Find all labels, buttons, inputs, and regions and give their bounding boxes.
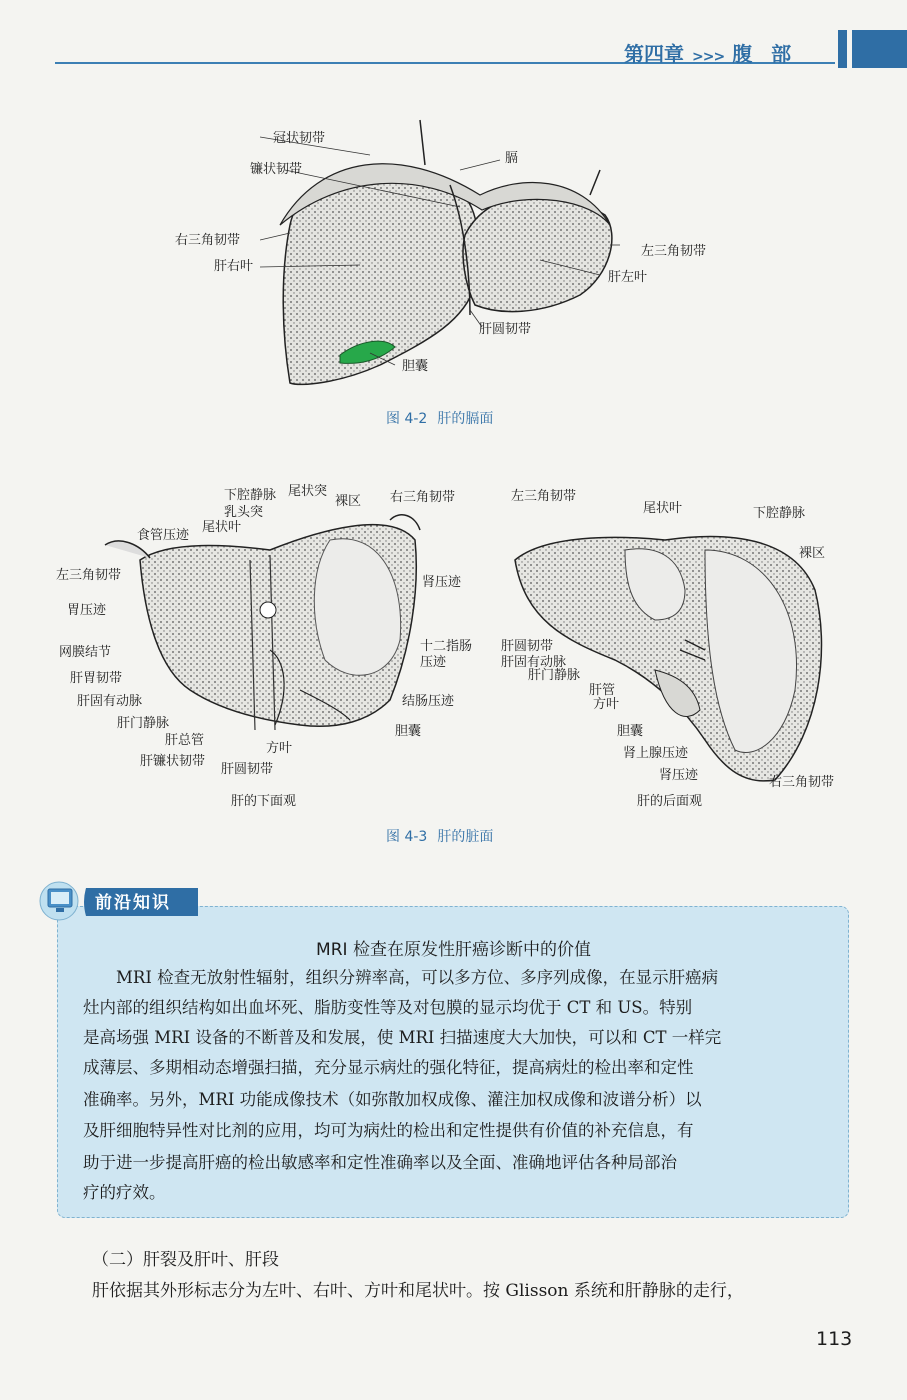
- knowledge-line: 灶内部的组织结构如出血坏死、脂肪变性等及对包膜的显示均优于 CT 和 US。特别: [83, 998, 693, 1017]
- figure-4-3-caption: [386, 826, 493, 846]
- page-number: 113: [816, 1328, 853, 1350]
- knowledge-line: 是高场强 MRI 设备的不断普及和发展，使 MRI 扫描速度大大加快，可以和 CT 一样完: [83, 1028, 722, 1047]
- label-proper-hepatic-artery: 肝固有动脉: [77, 694, 143, 709]
- label-bare-area: 裸区: [799, 546, 826, 561]
- knowledge-line: 及肝细胞特异性对比剂的应用，均可为病灶的检出和定性提供有价值的补充信息，有: [83, 1121, 694, 1140]
- label-papillary-process: 乳头突: [224, 505, 264, 520]
- label-hepatic-duct: 肝管: [589, 683, 616, 698]
- knowledge-line: 准确率。另外，MRI 功能成像技术（如弥散加权成像、灌注加权成像和波谱分析）以: [83, 1090, 702, 1109]
- label-round-ligament: 肝圆韧带: [479, 322, 532, 337]
- header-bar-decoration: [852, 30, 907, 68]
- label-ivc: 下腔静脉: [753, 506, 806, 521]
- label-duodenal-impression-2: 压迹: [420, 655, 447, 670]
- label-right-triangular-ligament: 右三角韧带: [390, 490, 456, 505]
- figure-title: 肝的脏面: [437, 829, 494, 845]
- label-gallbladder: 胆囊: [617, 724, 644, 739]
- label-round-ligament: 肝圆韧带: [221, 762, 274, 777]
- figure-4-2-caption: [386, 408, 493, 428]
- figure-title: 肝的膈面: [437, 411, 494, 427]
- label-right-lobe: 肝右叶: [214, 259, 254, 274]
- section-name: 腹 部: [732, 42, 798, 66]
- chapter-number: 第四章: [624, 42, 684, 66]
- label-right-triangular-ligament: 右三角韧带: [175, 233, 241, 248]
- frontier-knowledge-label: 前沿知识: [95, 893, 171, 913]
- label-renal-impression: 肾压迹: [422, 575, 462, 590]
- label-renal-impression: 肾压迹: [659, 768, 699, 783]
- label-adrenal-impression: 肾上腺压迹: [623, 746, 689, 761]
- figure-number: 图 4-2: [386, 411, 428, 427]
- body-paragraph-line: 肝依据其外形标志分为左叶、右叶、方叶和尾状叶。按 Glisson 系统和肝静脉的走行，: [92, 1281, 744, 1301]
- header-bar-decoration: [838, 30, 847, 68]
- label-caudate-process: 尾状突: [288, 484, 328, 499]
- label-diaphragm: 膈: [505, 151, 519, 166]
- label-quadrate-lobe: 方叶: [593, 697, 620, 712]
- figure-4-2-illustration: [260, 115, 630, 395]
- posterior-view-caption: 肝的后面观: [637, 794, 703, 809]
- label-bare-area: 裸区: [335, 494, 362, 509]
- label-gallbladder: 胆囊: [402, 359, 429, 374]
- label-round-ligament: 肝圆韧带: [501, 639, 554, 654]
- label-colic-impression: 结肠压迹: [402, 694, 455, 709]
- label-left-triangular-ligament: 左三角韧带: [641, 244, 707, 259]
- knowledge-line: MRI 检查无放射性辐射，组织分辨率高，可以多方位、多序列成像，在显示肝癌病: [83, 968, 719, 987]
- label-left-triangular-ligament: 左三角韧带: [56, 568, 122, 583]
- knowledge-title: MRI 检查在原发性肝癌诊断中的价值: [316, 940, 591, 960]
- label-right-triangular-ligament: 右三角韧带: [769, 775, 835, 790]
- label-quadrate-lobe: 方叶: [266, 741, 293, 756]
- label-portal-vein: 肝门静脉: [528, 668, 581, 683]
- label-proper-hepatic-artery: 肝固有动脉: [501, 655, 567, 670]
- label-left-lobe: 肝左叶: [608, 270, 648, 285]
- label-falciform-ligament: 肝镰状韧带: [140, 754, 206, 769]
- chapter-header: [624, 38, 797, 67]
- label-caudate-lobe: 尾状叶: [643, 501, 683, 516]
- inferior-view-caption: 肝的下面观: [231, 794, 297, 809]
- chevrons-icon: >>>: [692, 49, 725, 65]
- label-left-triangular-ligament: 左三角韧带: [511, 489, 577, 504]
- label-caudate-lobe: 尾状叶: [202, 520, 242, 535]
- figure-number: 图 4-3: [386, 829, 428, 845]
- label-portal-vein: 肝门静脉: [117, 716, 170, 731]
- knowledge-line: 成薄层、多期相动态增强扫描，充分显示病灶的强化特征，提高病灶的检出率和定性: [83, 1058, 694, 1077]
- label-omental-tuber: 网膜结节: [59, 645, 112, 660]
- knowledge-line: 疗的疗效。: [83, 1183, 166, 1202]
- label-ivc: 下腔静脉: [224, 488, 277, 503]
- label-duodenal-impression: 十二指肠: [420, 639, 473, 654]
- label-falciform-ligament: 镰状韧带: [250, 162, 303, 177]
- label-gastric-impression: 胃压迹: [67, 603, 107, 618]
- label-esophageal-impression: 食管压迹: [137, 528, 190, 543]
- label-coronary-ligament: 冠状韧带: [273, 131, 326, 146]
- label-hepatogastric-ligament: 肝胃韧带: [70, 671, 123, 686]
- label-common-hepatic-duct: 肝总管: [165, 733, 205, 748]
- section-heading: （二）肝裂及肝叶、肝段: [92, 1250, 279, 1270]
- label-gallbladder: 胆囊: [395, 724, 422, 739]
- knowledge-line: 助于进一步提高肝癌的检出敏感率和定性准确率以及全面、准确地评估各种局部治: [83, 1153, 677, 1172]
